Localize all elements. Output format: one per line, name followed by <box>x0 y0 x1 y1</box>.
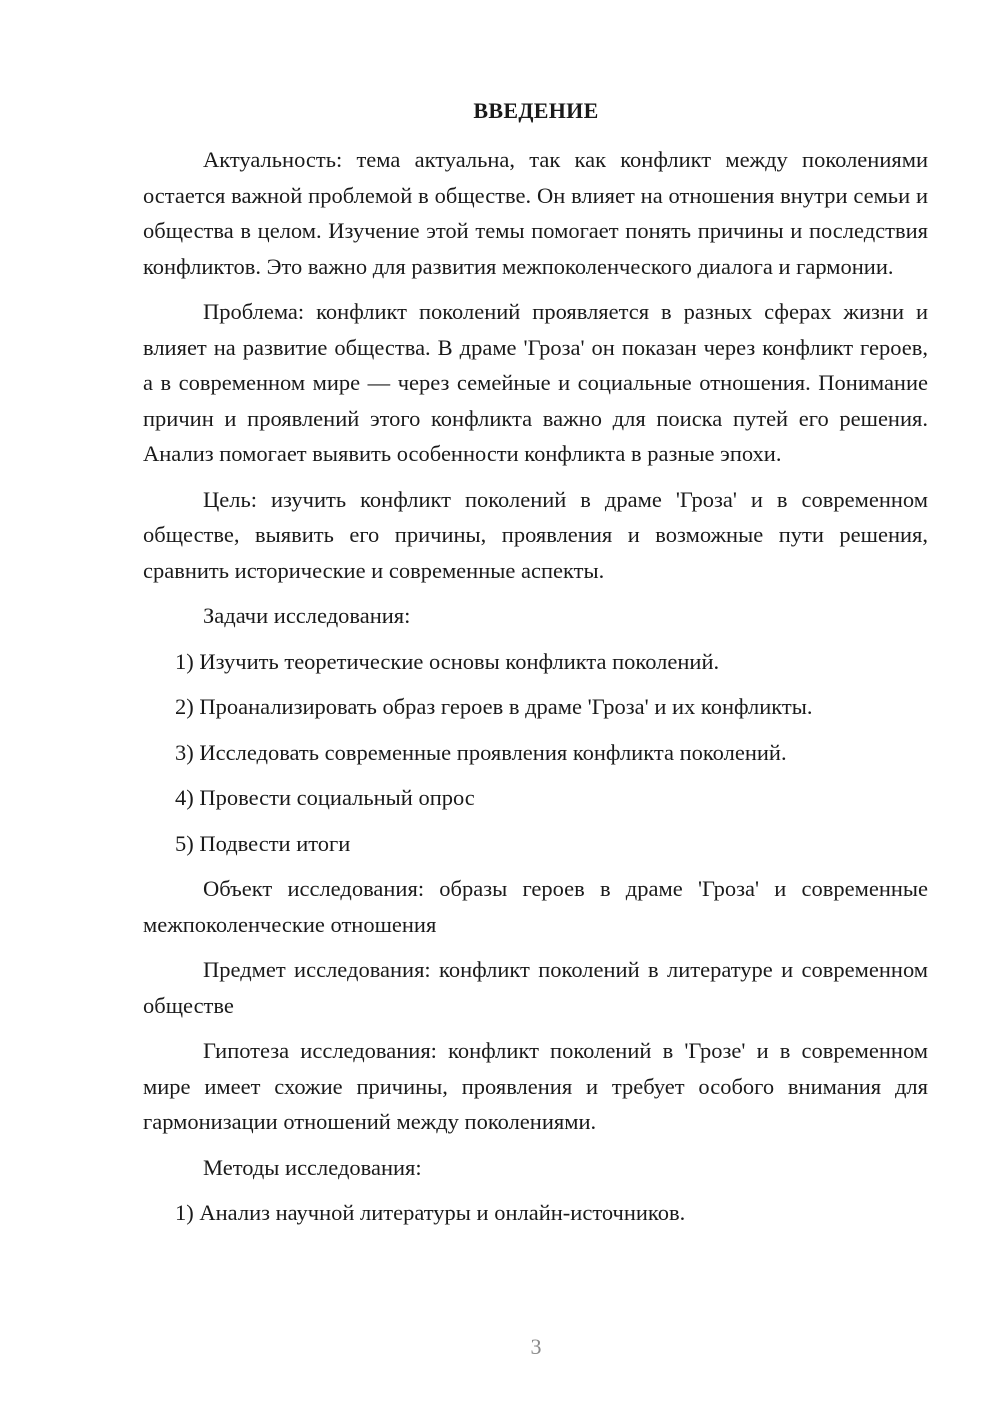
list-item: 5) Подвести итоги <box>175 830 351 856</box>
paragraph-object: Объект исследования: образы героев в драме 'Гроза' и современные межпоколенческие отношения <box>143 876 928 937</box>
list-item: 1) Изучить теоретические основы конфликта поколений. <box>175 648 720 674</box>
tasks-heading: Задачи исследования: <box>203 603 411 628</box>
paragraph-goal: Цель: изучить конфликт поколений в драме 'Гроза' и в современном обществе, выявить его причины, проявления и возможные пути решения, сравнить исторические и современные аспекты. <box>143 486 928 583</box>
list-item: 3) Исследовать современные проявления конфликта поколений. <box>175 739 787 765</box>
paragraph-subject: Предмет исследования: конфликт поколений в литературе и современном обществе <box>143 957 928 1018</box>
page-title: ВВЕДЕНИЕ <box>473 98 599 123</box>
methods-heading: Методы исследования: <box>203 1154 422 1180</box>
tasks-list <box>143 644 928 862</box>
paragraph-relevance: Актуальность: тема актуальна, так как конфликт между поколениями остается важной проблемой в обществе. Он влияет на отношения внутри семьи и общества в целом. Изучение этой темы помогает понять причины и последствия конфликтов. Это важно для развития межпоколенческого диалога и гармонии. <box>143 147 928 279</box>
paragraph-problem: Проблема: конфликт поколений проявляется в разных сферах жизни и влияет на развитие общества. В драме 'Гроза' он показан через конфликт героев, а в современном мире — через семейные и социальные отношения. Понимание причин и проявлений этого конфликта важно для поиска путей его решения. Анализ помогает выявить особенности конфликта в разные эпохи. <box>143 299 928 466</box>
paragraph-hypothesis: Гипотеза исследования: конфликт поколений в 'Грозе' и в современном мире имеет схожие причины, проявления и требует особого внимания для гармонизации отношений между поколениями. <box>143 1038 928 1134</box>
list-item: 2) Проанализировать образ героев в драме 'Гроза' и их конфликты. <box>175 694 813 719</box>
list-item: 1) Анализ научной литературы и онлайн-источников. <box>175 1200 686 1225</box>
body-text <box>143 142 928 1241</box>
list-item: 4) Провести социальный опрос <box>175 785 475 810</box>
methods-list <box>143 1195 928 1231</box>
page-number: 3 <box>530 1334 542 1359</box>
